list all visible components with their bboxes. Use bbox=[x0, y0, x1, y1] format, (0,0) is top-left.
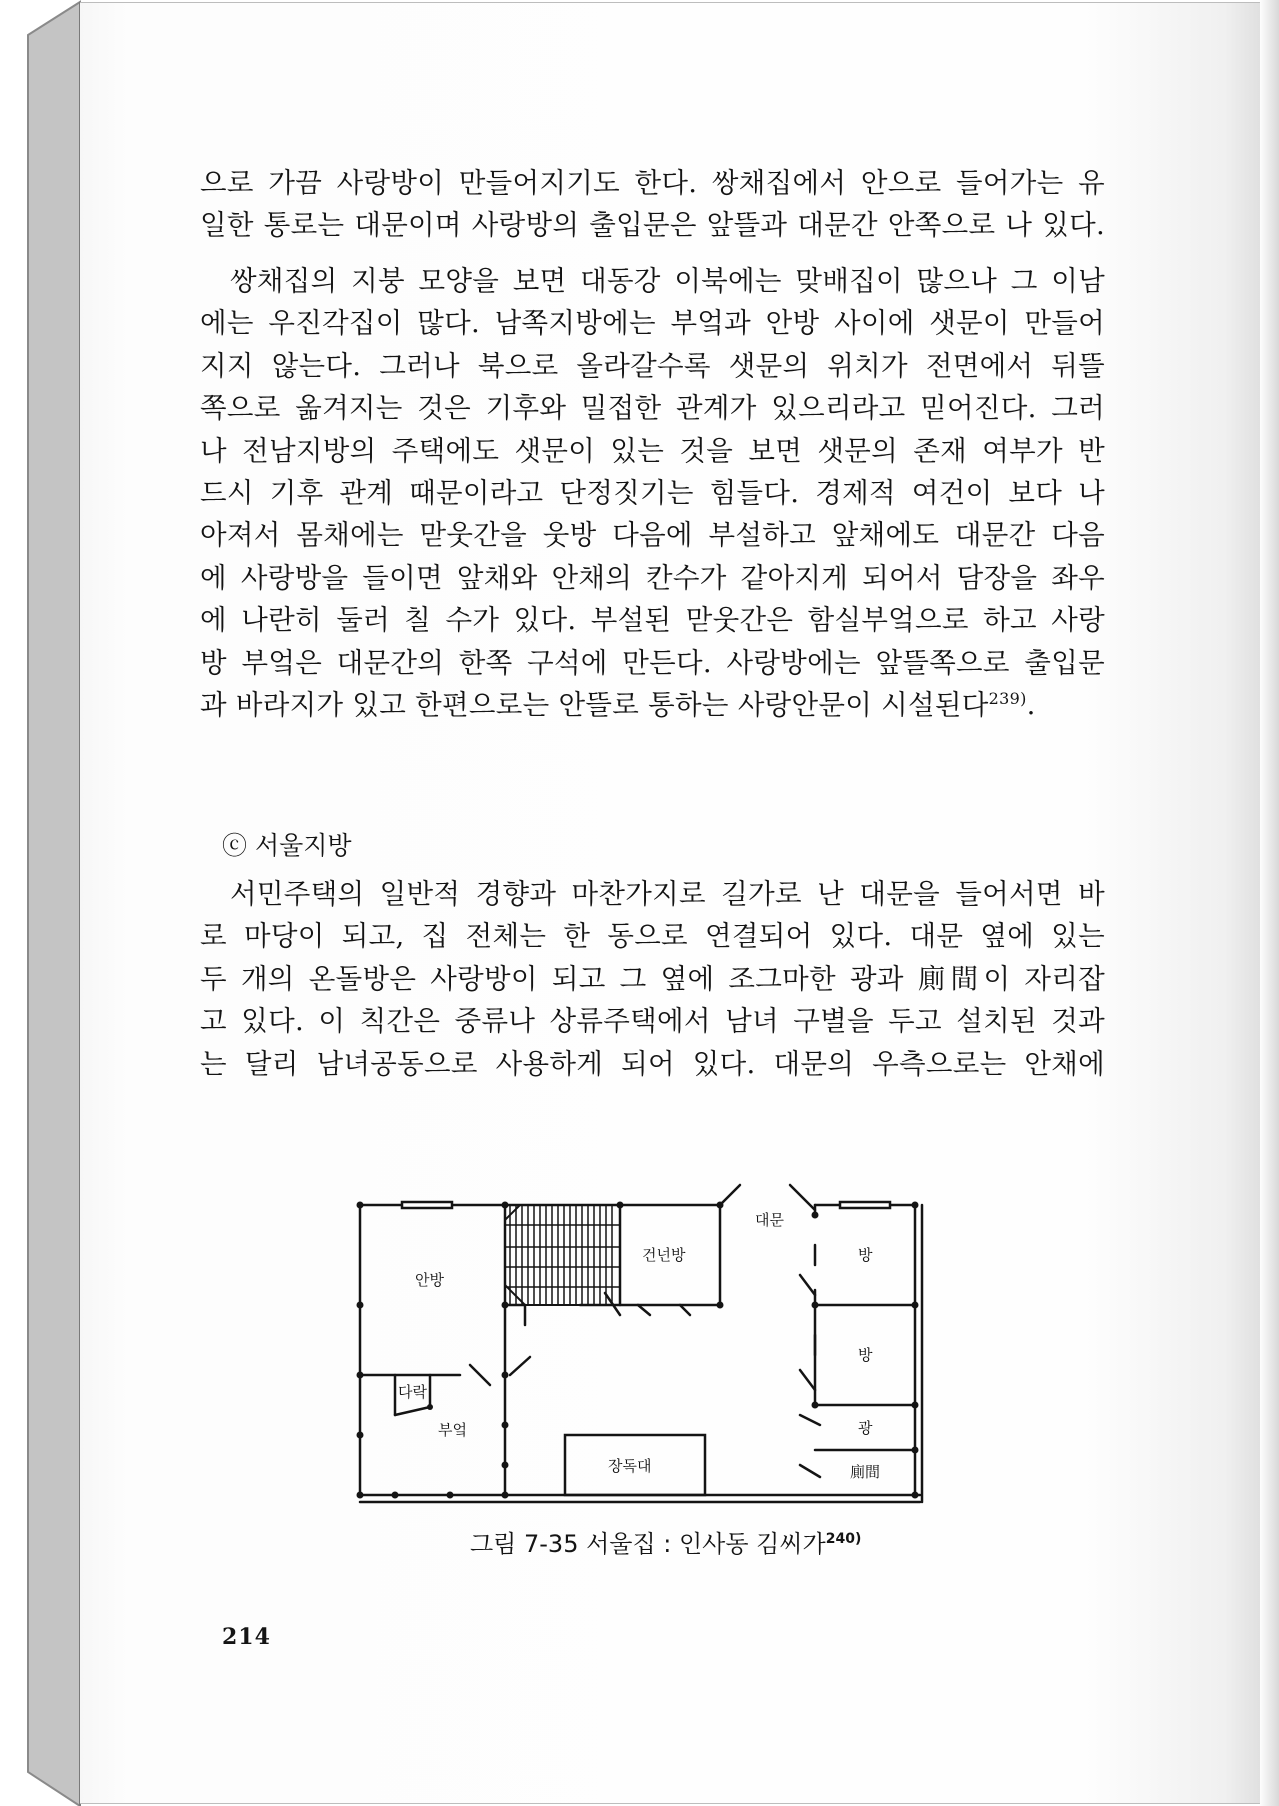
text-line: 에는 우진각집이 많다. 남쪽지방에는 부엌과 안방 사이에 샛문이 만들어 bbox=[200, 307, 1105, 340]
text-line: 는 달리 남녀공동으로 사용하게 되어 있다. 대문의 우측으로는 안채에 bbox=[200, 1047, 1105, 1080]
text-line: 로 마당이 되고, 집 전체는 한 동으로 연결되어 있다. 대문 옆에 있는 bbox=[200, 920, 1105, 953]
text-line: 나 전남지방의 주택에도 샛문이 있는 것을 보면 샛문의 존재 여부가 반 bbox=[200, 434, 1105, 467]
room-label-jangdokdae: 장독대 bbox=[608, 1457, 652, 1475]
page-edge-shadow bbox=[1259, 0, 1279, 1806]
text-line: 쌍채집의 지붕 모양을 보면 대동강 이북에는 맞배집이 많으나 그 이남 bbox=[230, 265, 1105, 297]
text-line: 두 개의 온돌방은 사랑방이 되고 그 옆에 조그마한 광과 廁間이 자리잡 bbox=[200, 962, 1105, 995]
sentence-end: . bbox=[1026, 688, 1036, 721]
text-line: 에 나란히 둘러 칠 수가 있다. 부설된 맏웃간은 함실부엌으로 하고 사랑 bbox=[200, 604, 1105, 637]
text-line-content: 과 바라지가 있고 한편으로는 안뜰로 통하는 사랑안문이 시설된다 bbox=[200, 688, 989, 721]
paragraph-roof-shapes bbox=[200, 260, 1105, 726]
text-line: 일한 통로는 대문이며 사랑방의 출입문은 앞뜰과 대문간 안쪽으로 나 있다. bbox=[200, 209, 1105, 242]
book-spine bbox=[0, 0, 90, 1806]
text-line: 서민주택의 일반적 경향과 마찬가지로 길가로 난 대문을 들어서면 바 bbox=[230, 878, 1105, 910]
text-line: 으로 가끔 사랑방이 만들어지기도 한다. 쌍채집에서 안으로 들어가는 유 bbox=[200, 167, 1105, 199]
text-line: 고 있다. 이 칙간은 중류나 상류주택에서 남녀 구별을 두고 설치된 것과 bbox=[200, 1005, 1105, 1038]
room-label-cheukgan: 廁間 bbox=[850, 1463, 881, 1481]
room-label-darak: 다락 bbox=[398, 1383, 427, 1401]
footnote-marker: 239) bbox=[988, 688, 1027, 708]
room-label-anbang: 안방 bbox=[415, 1271, 444, 1289]
room-label-bang-1: 방 bbox=[858, 1246, 873, 1264]
figure-caption-text: 그림 7-35 서울집 : 인사동 김씨가 bbox=[470, 1530, 826, 1558]
text-line: 아져서 몸채에는 맏웃간을 웃방 다음에 부설하고 앞채에도 대문간 다음 bbox=[200, 519, 1105, 552]
text-line bbox=[200, 684, 1105, 726]
paragraph-seoul-region bbox=[200, 873, 1105, 1085]
text-line: 지지 않는다. 그러나 북으로 올라갈수록 샛문의 위치가 전면에서 뒤뜰 bbox=[200, 349, 1105, 382]
text-line: 쪽으로 옮겨지는 것은 기후와 밀접한 관계가 있으리라고 믿어진다. 그러 bbox=[200, 392, 1105, 425]
text-line: 방 부엌은 대문간의 한쪽 구석에 만든다. 사랑방에는 앞뜰쪽으로 출입문 bbox=[200, 646, 1105, 679]
room-label-geonneonbang: 건넌방 bbox=[642, 1246, 686, 1264]
floor-plan-diagram bbox=[350, 1175, 930, 1510]
room-label-bang-2: 방 bbox=[858, 1346, 873, 1364]
figure-caption bbox=[470, 1524, 861, 1559]
page-number: 214 bbox=[222, 1624, 271, 1650]
text-line: 드시 기후 관계 때문이라고 단정짓기는 힘들다. 경제적 여건이 보다 나 bbox=[200, 476, 1105, 509]
text-line: 에 사랑방을 들이면 앞채와 안채의 칸수가 같아지게 되어서 담장을 좌우 bbox=[200, 561, 1105, 594]
section-heading: ⓒ 서울지방 bbox=[222, 831, 352, 860]
footnote-marker: 240) bbox=[825, 1531, 862, 1547]
room-label-daemun: 대문 bbox=[755, 1211, 784, 1229]
paragraph-continuation bbox=[200, 162, 1105, 247]
room-label-gwang: 광 bbox=[858, 1419, 873, 1437]
room-label-bueok: 부엌 bbox=[438, 1421, 467, 1439]
